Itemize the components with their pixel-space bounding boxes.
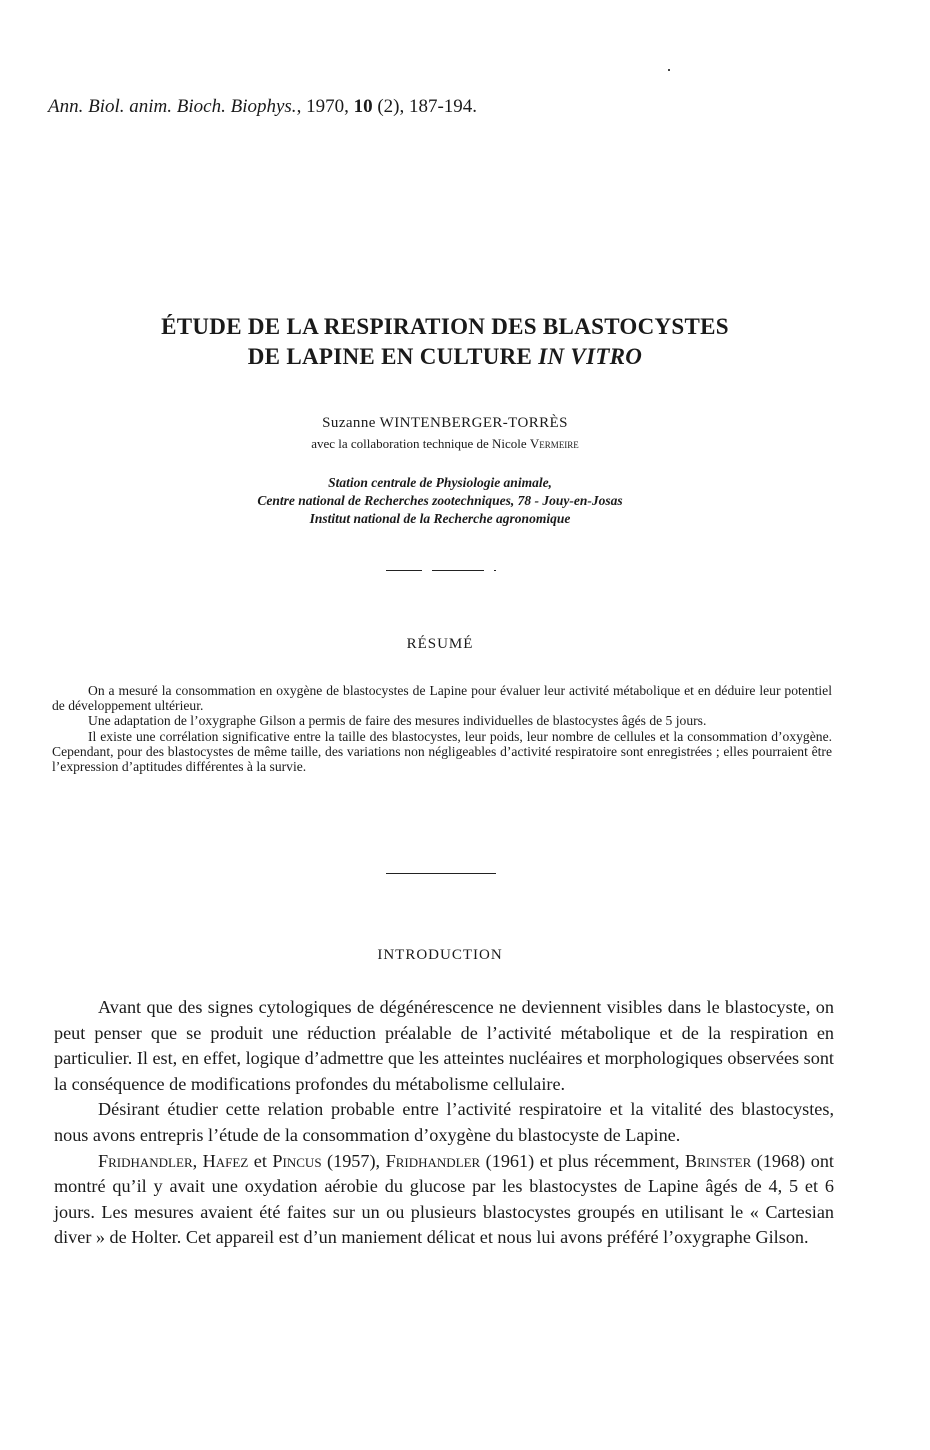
introduction-heading: INTRODUCTION — [377, 947, 503, 963]
journal-volume: 10 — [353, 96, 373, 117]
title-line-2-plain: DE LAPINE EN CULTURE — [247, 344, 539, 369]
introduction-body — [54, 995, 834, 1251]
citation-author-hafez: Hafez — [202, 1150, 249, 1171]
abstract-paragraph-2: Une adaptation de l’oxygraphe Gilson a permis de faire des mesures individuelles de blastocystes âgés de 5 jours. — [88, 713, 707, 729]
abstract-paragraph-3: Il existe une corrélation significative entre la taille des blastocystes, leur poids, leur nombre de cellules et la consommation d’oxygène. Cependant, pour des blastocystes de même taille, des variations non négligeables d’activité respiratoire sont enregistrées ; elles pourraient être l’expression d’aptitudes différentes à la survie. — [52, 728, 832, 775]
separator-dash-1 — [386, 570, 422, 571]
intro-paragraph-3 — [54, 1149, 834, 1251]
intro-text-seg: et — [248, 1150, 273, 1171]
print-speck — [668, 69, 670, 71]
affiliation — [0, 474, 880, 528]
affiliation-line-2: Centre national de Recherches zootechniques, 78 - Jouy-en-Josas — [257, 493, 623, 508]
separator-dot — [494, 570, 496, 571]
citation-author-fridhandler-2: Fridhandler — [385, 1150, 481, 1171]
abstract-paragraph-1: On a mesuré la consommation en oxygène de blastocystes de Lapine pour évaluer leur activité métabolique et en déduire leur potentiel de développement ultérieur. — [52, 683, 832, 714]
intro-paragraph-1: Avant que des signes cytologiques de dégénérescence ne deviennent visibles dans le blastocyste, on peut penser que se produit une réduction préalable de l’activité métabolique et de la respiration en particulier. Il est, en effet, logique d’admettre que les atteintes nucléaires et morphologiques observées sont la conséquence de modifications profondes du métabolisme cellulaire. — [54, 997, 834, 1094]
intro-paragraph-2: Désirant étudier cette relation probable entre l’activité respiratoire et la vitalité des blastocystes, nous avons entrepris l’étude de la consommation d’oxygène du blastocyste de Lapine. — [54, 1099, 834, 1145]
affiliation-line-3: Institut national de la Recherche agronomique — [309, 511, 571, 526]
title-line-1: ÉTUDE DE LA RESPIRATION DES BLASTOCYSTES — [161, 314, 729, 339]
abstract-body — [52, 683, 832, 774]
article-title — [0, 312, 890, 372]
citation-author-brinster: Brinster — [684, 1150, 752, 1171]
affiliation-line-1: Station centrale de Physiologie animale, — [328, 475, 552, 490]
author-name: Suzanne WINTENBERGER-TORRÈS — [322, 415, 568, 431]
intro-text-seg: (1961) et plus récemment, — [480, 1150, 685, 1171]
collaboration — [0, 434, 890, 454]
journal-name: Ann. Biol. anim. Bioch. Biophys. — [48, 96, 297, 117]
separator-dash-2 — [432, 570, 484, 571]
journal-citation — [48, 96, 477, 118]
intro-text-seg: (1968) ont montré qu’il y avait une oxydation aérobie du glucose par les blastocystes de Lapine âgés de 4, 5 et 6 jours. Les mesures avaient été faites sur un ou plusieurs blastocystes groupés en utilisant le « Cartesian diver » de Holter. Cet appareil est d’un maniement délicat et nous lui avons préféré l’oxygraphe Gilson. — [54, 1150, 834, 1248]
journal-issue-pages: (2), 187-194. — [372, 96, 478, 117]
abstract-heading: RÉSUMÉ — [406, 636, 474, 652]
title-line-2 — [0, 342, 890, 372]
collab-prefix: avec la collaboration technique de Nicole — [311, 436, 530, 451]
intro-text-seg: (1957), — [321, 1150, 386, 1171]
journal-year: , 1970, — [296, 96, 354, 117]
separator-rule — [386, 873, 496, 874]
author-block — [0, 412, 890, 454]
intro-text-seg: , — [192, 1150, 203, 1171]
collab-name: Vermeire — [529, 436, 579, 451]
title-line-2-italic: IN VITRO — [538, 344, 643, 369]
citation-author-fridhandler: Fridhandler — [98, 1150, 193, 1171]
citation-author-pincus: Pincus — [272, 1150, 322, 1171]
